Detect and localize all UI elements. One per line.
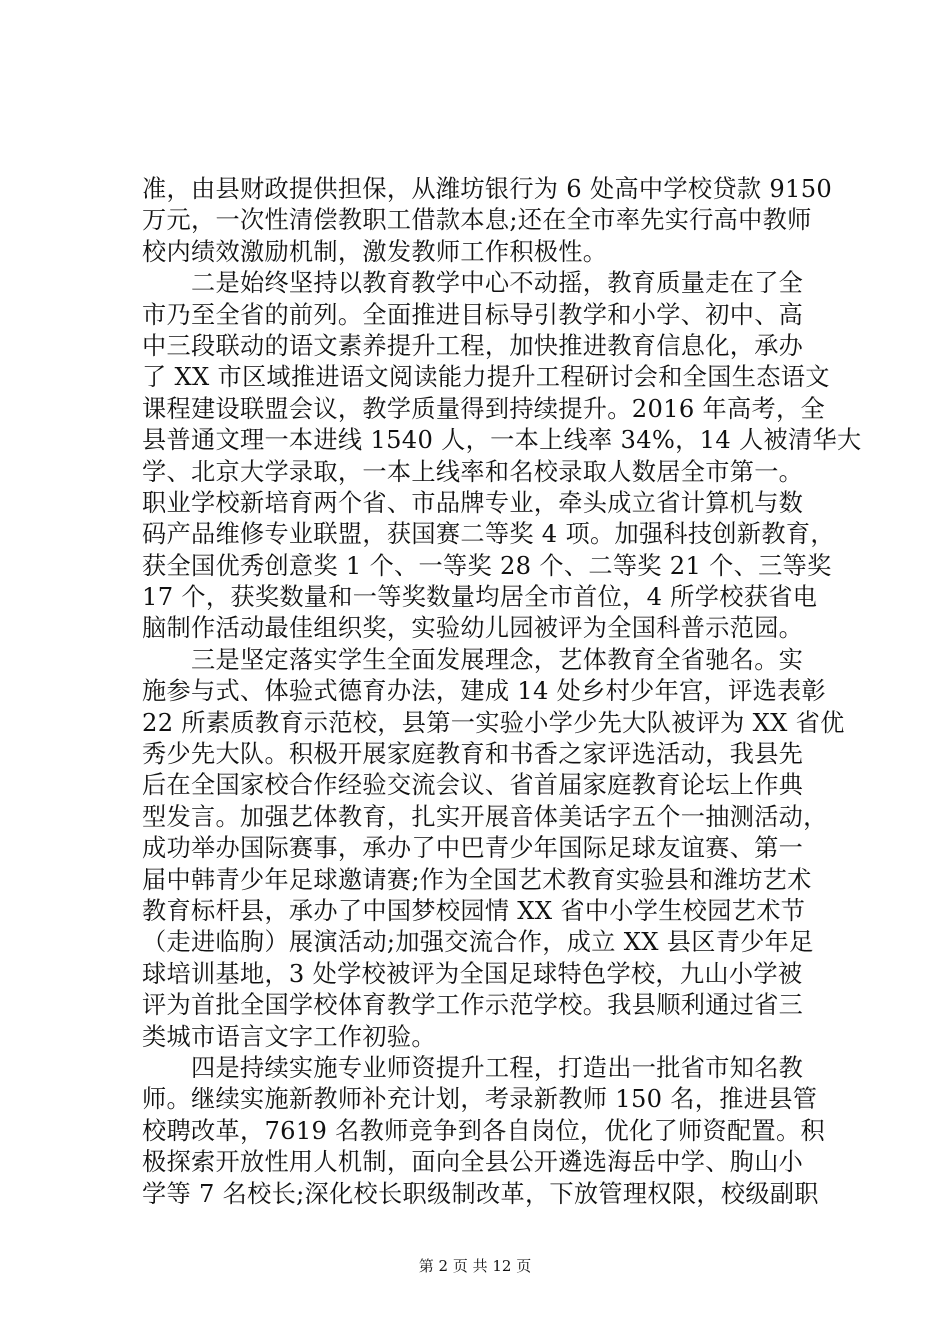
text-line: 学、北京大学录取，一本上线率和名校录取人数居全市第一。 <box>142 457 804 486</box>
text-line: 类城市语言文字工作初验。 <box>142 1022 436 1051</box>
text-line: 码产品维修专业联盟，获国赛二等奖 4 项。加强科技创新教育， <box>142 520 835 549</box>
text-line: 型发言。加强艺体教育，扎实开展音体美话字五个一抽测活动， <box>142 802 828 831</box>
body-text <box>142 174 862 1210</box>
text-line: 脑制作活动最佳组织奖，实验幼儿园被评为全国科普示范园。 <box>142 614 804 643</box>
text-line: 球培训基地，3 处学校被评为全国足球特色学校，九山小学被 <box>142 959 803 988</box>
text-line: 二是始终坚持以教育教学中心不动摇，教育质量走在了全 <box>142 269 804 298</box>
text-line: 评为首批全国学校体育教学工作示范学校。我县顺利通过省三 <box>142 991 804 1020</box>
text-line: 学等 7 名校长;深化校长职级制改革，下放管理权限，校级副职 <box>142 1179 819 1208</box>
text-line: 师。继续实施新教师补充计划，考录新教师 150 名，推进县管 <box>142 1085 818 1114</box>
text-line: 施参与式、体验式德育办法，建成 14 处乡村少年宫，评选表彰 <box>142 677 827 706</box>
text-line: 秀少先大队。积极开展家庭教育和书香之家评选活动，我县先 <box>142 740 804 769</box>
text-line: 市乃至全省的前列。全面推进目标导引教学和小学、初中、高 <box>142 300 804 329</box>
text-line: 获全国优秀创意奖 1 个、一等奖 28 个、二等奖 21 个、三等奖 <box>142 551 832 580</box>
text-line: 校聘改革，7619 名教师竞争到各自岗位，优化了师资配置。积 <box>142 1116 825 1145</box>
text-line: 三是坚定落实学生全面发展理念，艺体教育全省驰名。实 <box>142 645 804 674</box>
text-line: 极探索开放性用人机制，面向全县公开遴选海岳中学、朐山小 <box>142 1148 804 1177</box>
text-line: 课程建设联盟会议，教学质量得到持续提升。2016 年高考，全 <box>142 394 825 423</box>
text-line: 了 XX 市区域推进语文阅读能力提升工程研讨会和全国生态语文 <box>142 363 830 392</box>
text-line: 后在全国家校合作经验交流会议、省首届家庭教育论坛上作典 <box>142 771 804 800</box>
text-line: 万元，一次性清偿教职工借款本息;还在全市率先实行高中教师 <box>142 206 812 235</box>
text-line: 成功举办国际赛事，承办了中巴青少年国际足球友谊赛、第一 <box>142 834 804 863</box>
text-line: 教育标杆县，承办了中国梦校园情 XX 省中小学生校园艺术节 <box>142 896 806 925</box>
page-number: 第 2 页 共 12 页 <box>418 1257 532 1275</box>
text-line: 县普通文理一本进线 1540 人，一本上线率 34%，14 人被清华大 <box>142 426 862 455</box>
text-line: （走进临朐）展演活动;加强交流合作，成立 XX 县区青少年足 <box>142 928 814 957</box>
text-line: 届中韩青少年足球邀请赛;作为全国艺术教育实验县和潍坊艺术 <box>142 865 812 894</box>
text-line: 中三段联动的语文素养提升工程，加快推进教育信息化，承办 <box>142 331 804 360</box>
text-line: 四是持续实施专业师资提升工程，打造出一批省市知名教 <box>142 1053 804 1082</box>
text-line: 校内绩效激励机制，激发教师工作积极性。 <box>142 237 608 266</box>
text-line: 22 所素质教育示范校，县第一实验小学少先大队被评为 XX 省优 <box>142 708 845 737</box>
text-line: 17 个，获奖数量和一等奖数量均居全市首位，4 所学校获省电 <box>142 583 818 612</box>
text-line: 职业学校新培育两个省、市品牌专业，牵头成立省计算机与数 <box>142 488 804 517</box>
text-line: 准，由县财政提供担保，从潍坊银行为 6 处高中学校贷款 9150 <box>142 175 833 203</box>
